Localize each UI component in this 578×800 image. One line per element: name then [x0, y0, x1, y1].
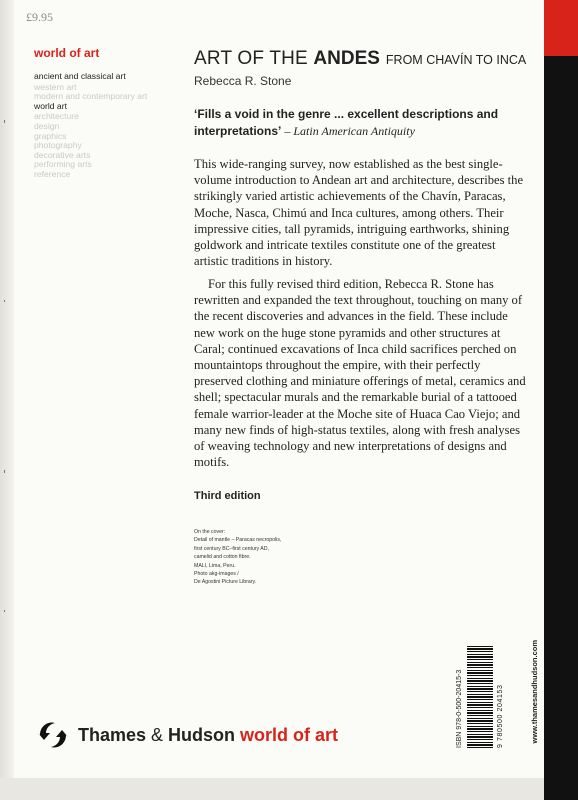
description-paragraph-2: For this fully revised third edition, Rebecca R. Stone has rewritten and expanded the text throughout, touching on many of the recent discoveries and advances in the field. These include new work on the huge stone pyramids and other structures at Caral; continued excavations of Inca child sacrifices perched on mountaintops throughout the empire, with their perfectly preserved clothing and miniature offerings of metal, ceramics and shell; spectacular murals and the remarkable burial of a tattooed female warrior-leader at the Moche site of Huaca Cao Viejo; and many new finds of high-status textiles, along with fresh analyses of weaving technology and new interpretations of designs and motifs. [194, 277, 526, 470]
publisher-logo [36, 718, 338, 752]
book-spine [544, 0, 578, 800]
category-item: decorative arts [34, 149, 91, 160]
spine-red-band [544, 0, 578, 56]
cover-credit-line: De Agostini Picture Library. [194, 579, 257, 586]
barcode-digits: 9 780500 204153 [497, 684, 504, 748]
edge-speck [4, 470, 5, 473]
category-item: graphics [34, 130, 67, 141]
cover-credit-line: camelid and cotton fibre. [194, 554, 251, 561]
title-subtitle: FROM CHAVÍN TO INCA [385, 53, 527, 67]
edge-speck [4, 120, 5, 123]
author-name: Rebecca R. Stone [194, 74, 292, 88]
category-item: world art [34, 100, 67, 111]
price-sticker: £9.95 [26, 10, 53, 24]
page-left-edge [0, 0, 14, 800]
review-quote [194, 106, 524, 140]
publisher-name-2: Hudson [168, 724, 241, 745]
cover-credit-line: On the cover: [194, 529, 226, 535]
category-item: performing arts [34, 159, 92, 170]
dolphins-logo-icon [36, 718, 70, 752]
publisher-series: world of art [240, 724, 339, 745]
cover-credit-line: Detail of mantle – Paracas necropolis, [194, 537, 282, 544]
cover-credit-line: MALI, Lima, Peru. [194, 562, 236, 569]
quote-text: ‘Fills a void in the genre ... excellent descriptions and interpretations’ [194, 107, 499, 138]
isbn-number: ISBN 978-0-500-20415-3 [456, 669, 463, 748]
category-item: design [34, 120, 60, 131]
description-paragraph-1: This wide-ranging survey, now established as the best single-volume introduction to Andean art and architecture, describes the strikingly varied artistic achievements of the Chavín, Paracas, Moche, Nasca, Chimú and Inca cultures, among others. Their impressive cities, tall pyramids, intriguing earthworks, shining goldwork and intricate textiles constitute one of the greatest artistic traditions in history. [194, 157, 524, 269]
publisher-amp: & [146, 724, 169, 745]
category-list [34, 72, 154, 180]
category-item: ancient and classical art [34, 71, 126, 81]
title-part-2: ANDES [313, 48, 380, 69]
title-part-1: ART OF THE [194, 48, 314, 69]
publisher-name-1: Thames [78, 724, 147, 745]
cover-credit-line: first century BC–first century AD, [194, 545, 269, 552]
category-item: western art [34, 81, 77, 92]
page-bottom-edge [0, 778, 544, 800]
barcode-bars [467, 646, 493, 748]
cover-credit-line: Photo akg-images / [194, 571, 239, 578]
edge-speck [4, 300, 5, 302]
publisher-name [78, 725, 338, 746]
series-label: world of art [34, 46, 100, 60]
cover-credit [194, 528, 324, 587]
edge-speck [4, 610, 5, 612]
edition-label: Third edition [194, 490, 261, 502]
quote-source: Latin American Antiquity [293, 124, 415, 138]
quote-dash: – [281, 124, 294, 138]
isbn-barcode [456, 646, 520, 748]
category-item: reference [34, 168, 71, 179]
category-item: modern and contemporary art [34, 91, 148, 102]
book-title [194, 48, 526, 70]
publisher-url: www.thamesandhudson.com [530, 640, 539, 744]
category-item: architecture [34, 111, 79, 122]
category-item: photography [34, 140, 82, 151]
